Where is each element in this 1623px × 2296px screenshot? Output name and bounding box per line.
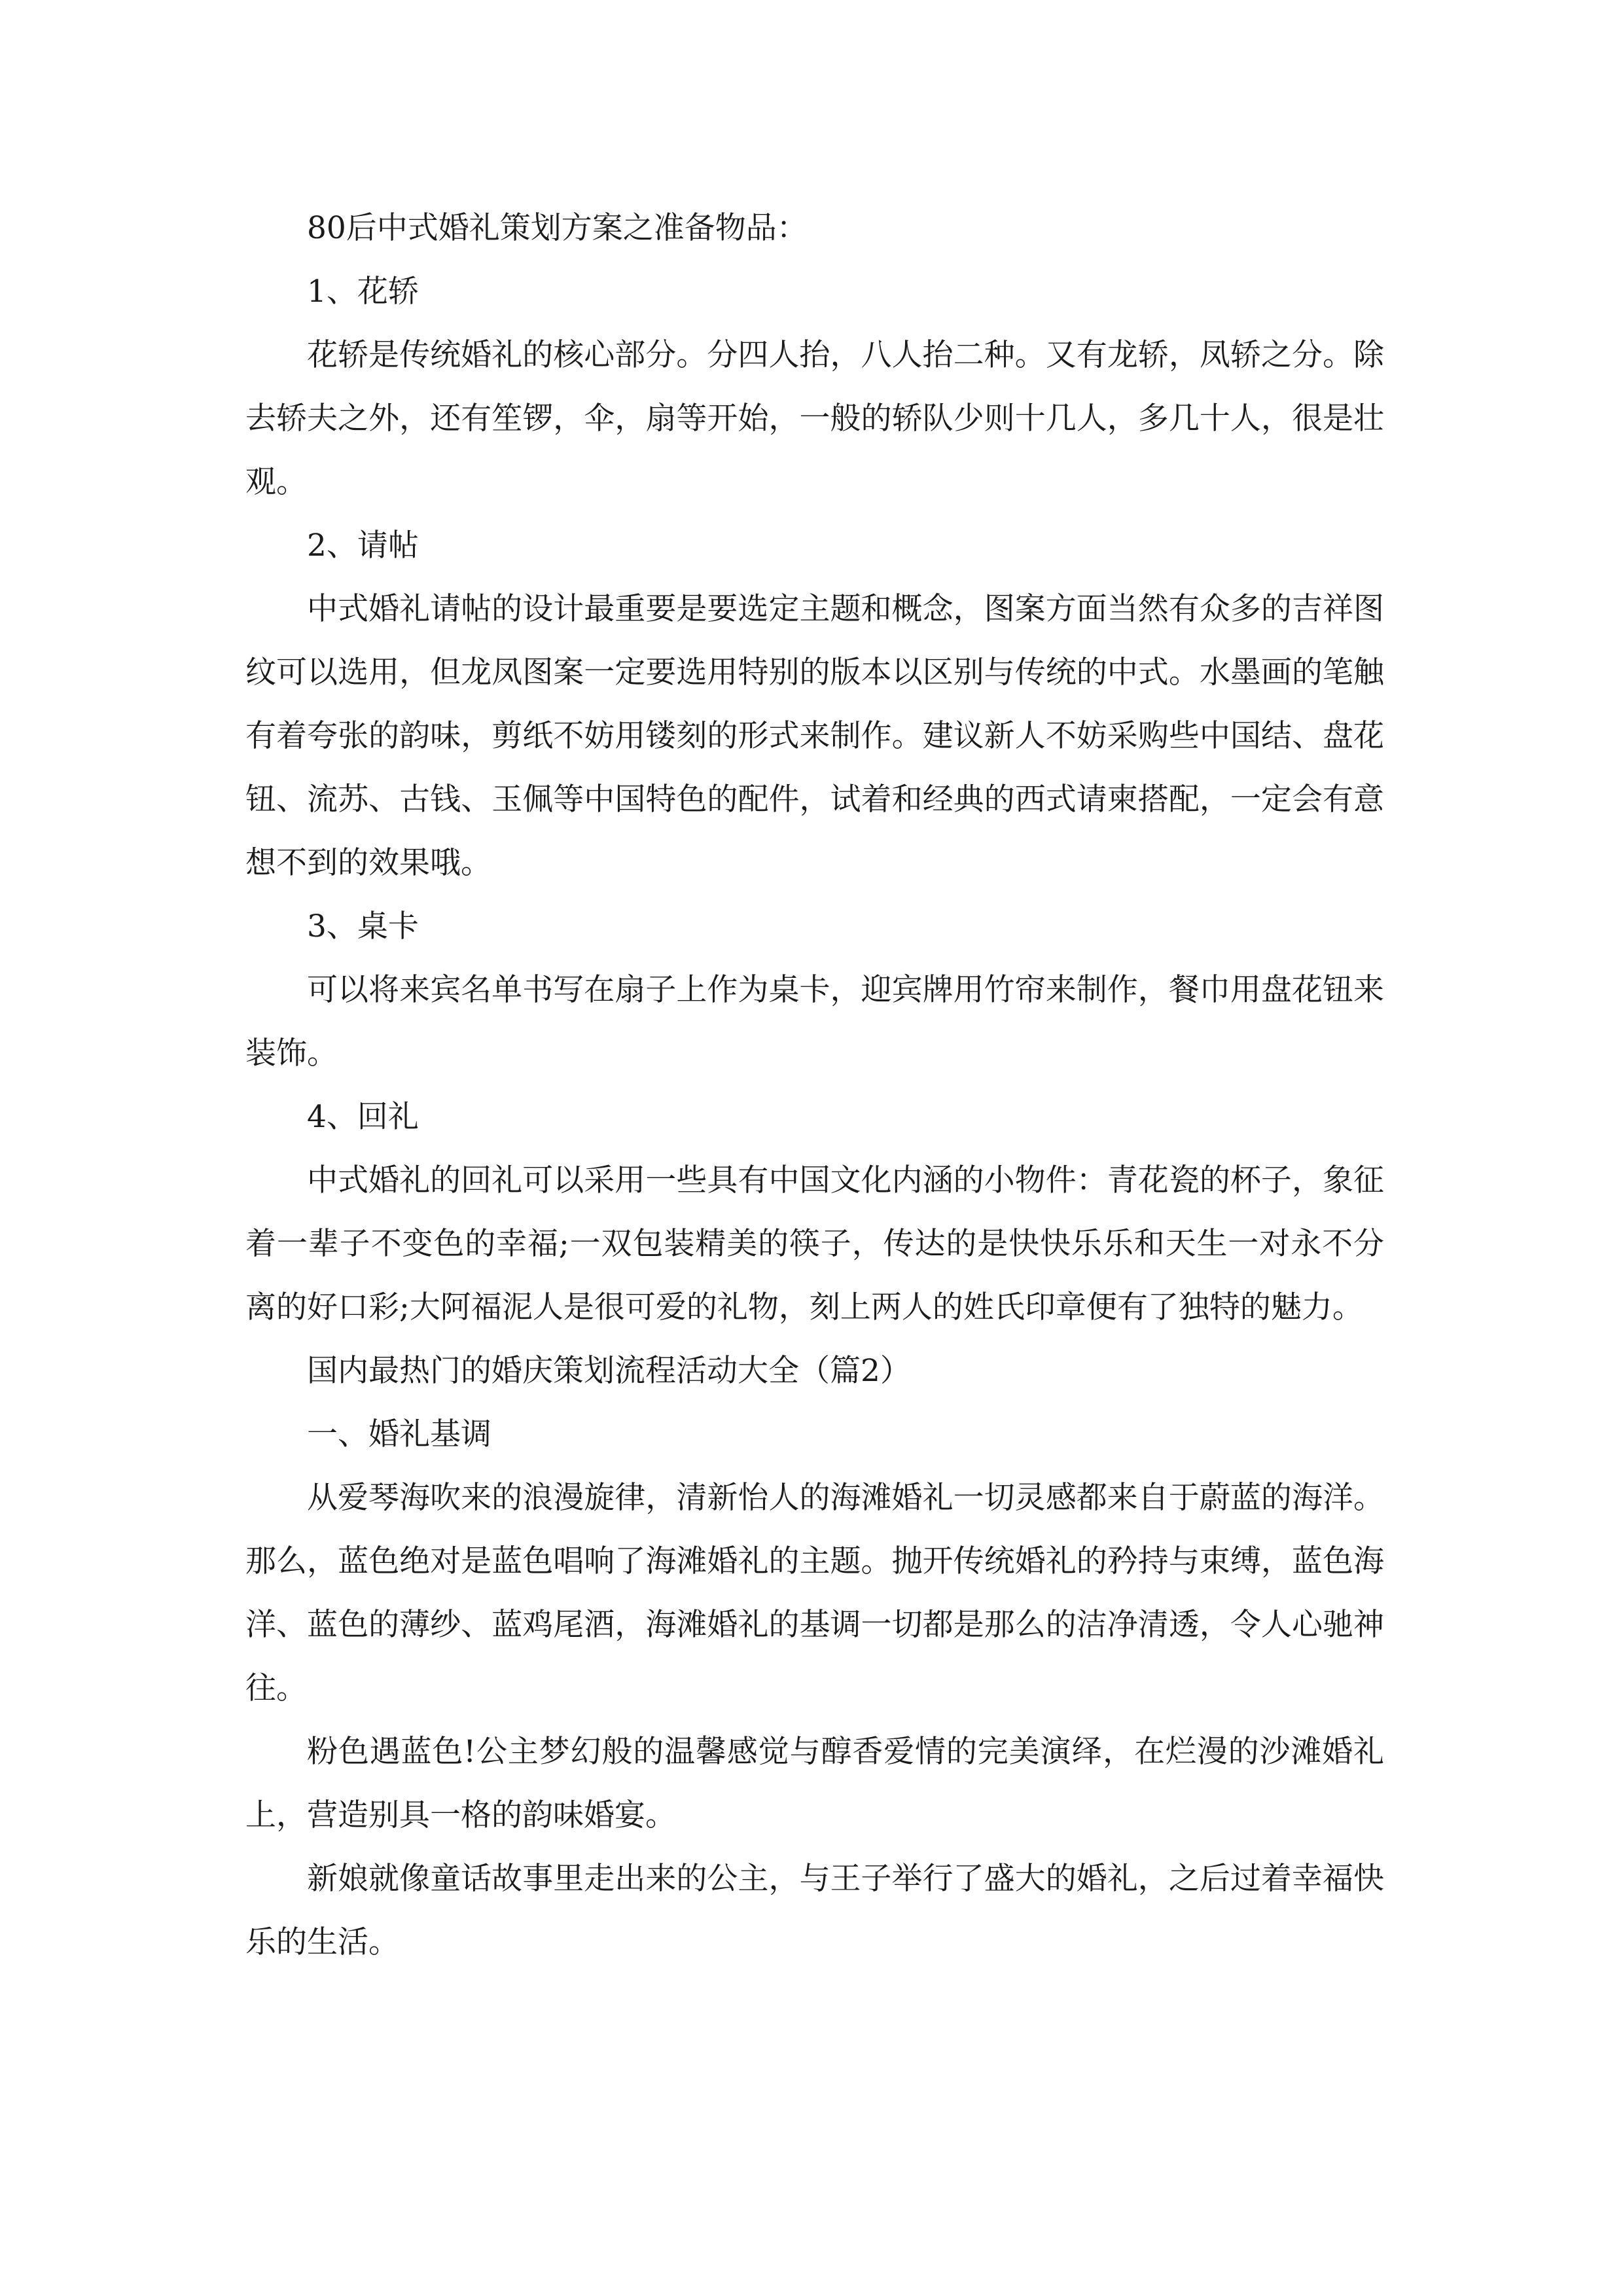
document-body [245,196,1384,1974]
item-heading-wedding-tone: 一、婚礼基调 [307,1416,491,1452]
paragraph-flower-sedan: 花轿是传统婚礼的核心部分。分四人抬，八人抬二种。又有龙轿，凤轿之分。除去轿夫之外，还有笙锣，伞，扇等开始，一般的轿队少则十几人，多几十人，很是壮观。 [245,337,1384,500]
paragraph-wedding-tone: 从爱琴海吹来的浪漫旋律，清新怡人的海滩婚礼一切灵感都来自于蔚蓝的海洋。那么，蓝色绝对是蓝色唱响了海滩婚礼的主题。抛开传统婚礼的矜持与束缚，蓝色海洋、蓝色的薄纱、蓝鸡尾酒，海滩婚礼的基调一切都是那么的洁净清透，令人心驰神往。 [245,1480,1384,1706]
item-heading-invitation: 2、请帖 [307,528,419,564]
paragraph-pink-blue: 粉色遇蓝色!公主梦幻般的温馨感觉与醇香爱情的完美演绎，在烂漫的沙滩婚礼上，营造别具一格的韵味婚宴。 [245,1734,1384,1833]
item-heading-return-gift: 4、回礼 [307,1099,419,1135]
paragraph-table-card: 可以将来宾名单书写在扇子上作为桌卡，迎宾牌用竹帘来制作，餐巾用盘花钮来装饰。 [245,972,1384,1071]
article-title: 国内最热门的婚庆策划流程活动大全（篇2） [307,1353,911,1389]
item-heading-table-card: 3、桌卡 [307,908,419,944]
paragraph-invitation: 中式婚礼请帖的设计最重要是要选定主题和概念，图案方面当然有众多的吉祥图纹可以选用，但龙凤图案一定要选用特别的版本以区别与传统的中式。水墨画的笔触有着夸张的韵味，剪纸不妨用镂刻的形式来制作。建议新人不妨采购些中国结、盘花钮、流苏、古钱、玉佩等中国特色的配件，试着和经典的西式请柬搭配，一定会有意想不到的效果哦。 [245,591,1384,881]
section-heading: 80后中式婚礼策划方案之准备物品： [307,210,808,246]
paragraph-bride-princess: 新娘就像童话故事里走出来的公主，与王子举行了盛大的婚礼，之后过着幸福快乐的生活。 [245,1861,1384,1960]
paragraph-return-gift: 中式婚礼的回礼可以采用一些具有中国文化内涵的小物件：青花瓷的杯子，象征着一辈子不变色的幸福;一双包装精美的筷子，传达的是快快乐乐和天生一对永不分离的好口彩;大阿福泥人是很可爱的礼物，刻上两人的姓氏印章便有了独特的魅力。 [245,1162,1384,1325]
item-heading-flower-sedan: 1、花轿 [307,274,419,310]
